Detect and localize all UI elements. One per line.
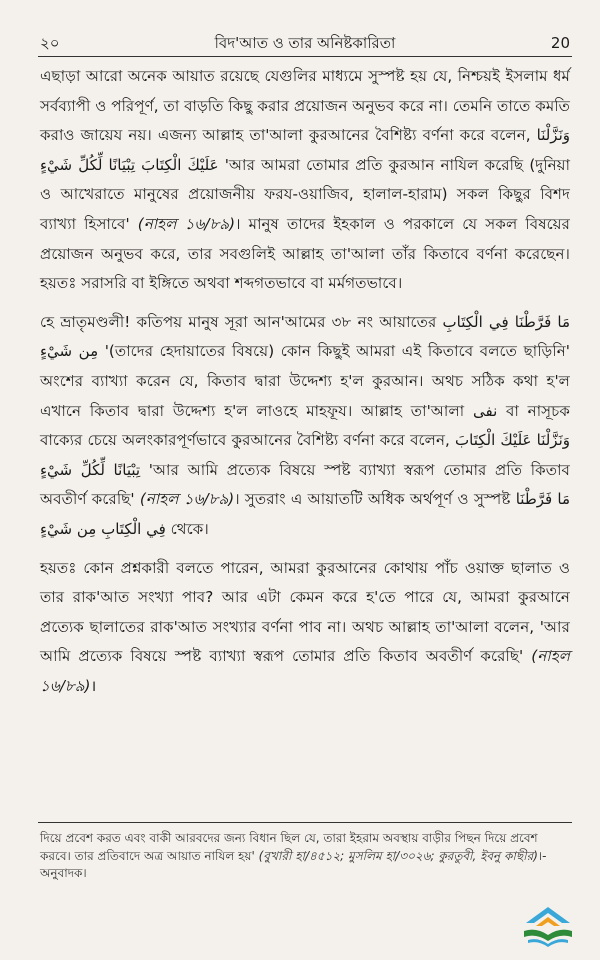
citation: (নাহল ১৬/৮৯) <box>139 490 235 509</box>
main-text <box>40 62 570 710</box>
arabic-verse: مَا فَرَّطْنَا فِي الْكِتَابِ مِن شَيْءٍ <box>40 312 570 361</box>
page-number-latin: 20 <box>550 34 570 52</box>
footnote <box>40 830 570 883</box>
text-run: হয়তঃ কোন প্রশ্নকারী বলতে পারেন, আমরা কুরআনের কোথায় পাঁচ ওয়াক্ত ছালাত ও তার রাক'আত সংখ্যা পাব? আর এটা কেমন করে হ'তে পারে যে, আমরা কুরআনে প্রত্যেক ছালাতের রাক'আত সংখ্যার বর্ণনা পাব না। অথচ আল্লাহ তা'আলা বলেন, 'আর আমি প্রত্যেক বিষয়ে স্পষ্ট ব্যাখ্যা স্বরূপ তোমার প্রতি কিতাব অবতীর্ণ করেছি' <box>40 558 570 666</box>
paragraph-3 <box>40 554 570 702</box>
text-run: 'আর আমরা তোমার প্রতি কুরআন নাযিল করেছি (দুনিয়া ও আখেরাতে মানুষের প্রয়োজনীয় ফরয-ওয়াজিব, হালাল-হারাম) সকল কিছুর বিশদ ব্যাখ্যা হিসাবে' <box>40 155 571 233</box>
text-run: । সুতরাং এ আয়াতটি অধিক অর্থপূর্ণ ও সুস্পষ্ট <box>234 490 516 509</box>
text-run: এছাড়া আরো অনেক আয়াত রয়েছে যেগুলির মাধ্যমে সুস্পষ্ট হয় যে, নিশ্চয়ই ইসলাম ধর্ম সর্বব্যাপী ও পরিপূর্ণ, তা বাড়তি কিছু করার প্রয়োজন অনুভব করে না। তেমনি তাতে কমতি করাও জায়েয নয়। এজন্য আল্লাহ তা'আলা কুরআনের বৈশিষ্ট্য বর্ণনা করে বলেন, <box>40 67 570 145</box>
paragraph-1 <box>40 62 570 299</box>
publisher-logo-icon <box>518 905 578 950</box>
arabic-verse: وَنَزَّلْنَا عَلَيْكَ الْكِتَابَ تِبْيَانًا لِّكُلِّ شَيْءٍ <box>40 126 570 174</box>
paragraph-2 <box>40 308 570 545</box>
footnote-citation: (বুখারী হা/৪৫১২; মুসলিম হা/৩০২৬; কুরতুবী, ইবনু কাছীর) <box>258 848 538 863</box>
text-run: হে ভ্রাতৃমণ্ডলী! কতিপয় মানুষ সূরা আন'আমের ৩৮ নং আয়াতের <box>40 312 443 331</box>
text-run: । মানুষ তাদের ইহকাল ও পরকালে যে সকল বিষয়ের প্রয়োজন অনুভব করে, তার সবগুলিই আল্লাহ তা'আলা তাঁর কিতাবে বর্ণনা করেছেন। হয়তঃ সরাসরি বা ইঙ্গিতে অথবা শব্দগতভাবে বা মর্মগতভাবে। <box>40 214 570 293</box>
text-run: '(তাদের হেদায়াতের বিষয়ে) কোন কিছুই আমরা এই কিতাবে বলতে ছাড়িনি' অংশের ব্যাখ্যা করেন যে, কিতাব দ্বারা উদ্দেশ্য হ'ল কুরআন। অথচ সঠিক কথা হ'ল এখানে কিতাব দ্বারা উদ্দেশ্য হ'ল লাওহে মাহফূয। আল্লাহ তা'আলা <box>40 342 570 420</box>
running-title: বিদ'আত ও তার অনিষ্টকারিতা <box>214 34 396 52</box>
text-run: । <box>90 676 97 695</box>
footnote-text: ।-অনুবাদক। <box>40 848 547 880</box>
text-run: 'আর আমি প্রত্যেক বিষয়ে স্পষ্ট ব্যাখ্যা স্বরূপ তোমার প্রতি কিতাব অবতীর্ণ করেছি' <box>40 460 570 509</box>
arabic-verse: مَا فَرَّطْنَا فِي الْكِتَابِ مِن شَيْءٍ <box>40 490 570 538</box>
running-header <box>40 34 570 52</box>
text-run: বা নাসূচক বাক্যের চেয়ে অলংকারপূর্ণভাবে কুরআনের বৈশিষ্ট্য বর্ণনা করে বলেন, <box>40 401 570 450</box>
citation: (নাহল ১৬/৮৯) <box>137 214 236 233</box>
page-number-bengali: ২০ <box>40 34 60 52</box>
footnote-rule <box>38 822 572 823</box>
arabic-word: نفى <box>472 401 498 420</box>
arabic-verse: وَنَزَّلْنَا عَلَيْكَ الْكِتَابَ تِبْيَانًا لِّكُلِّ شَيْءٍ <box>40 431 570 479</box>
citation: (নাহল ১৬/৮৯) <box>40 647 570 695</box>
text-run: থেকে। <box>165 519 209 538</box>
header-rule <box>38 56 572 57</box>
footnote-text: দিয়ে প্রবেশ করত এবং বাকী আরবদের জন্য বিধান ছিল যে, তারা ইহরাম অবস্থায় বাড়ীর পিছন দিয়ে প্রবেশ করবে। তার প্রতিবাদে অত্র আয়াত নাযিল হয়' <box>40 831 538 863</box>
